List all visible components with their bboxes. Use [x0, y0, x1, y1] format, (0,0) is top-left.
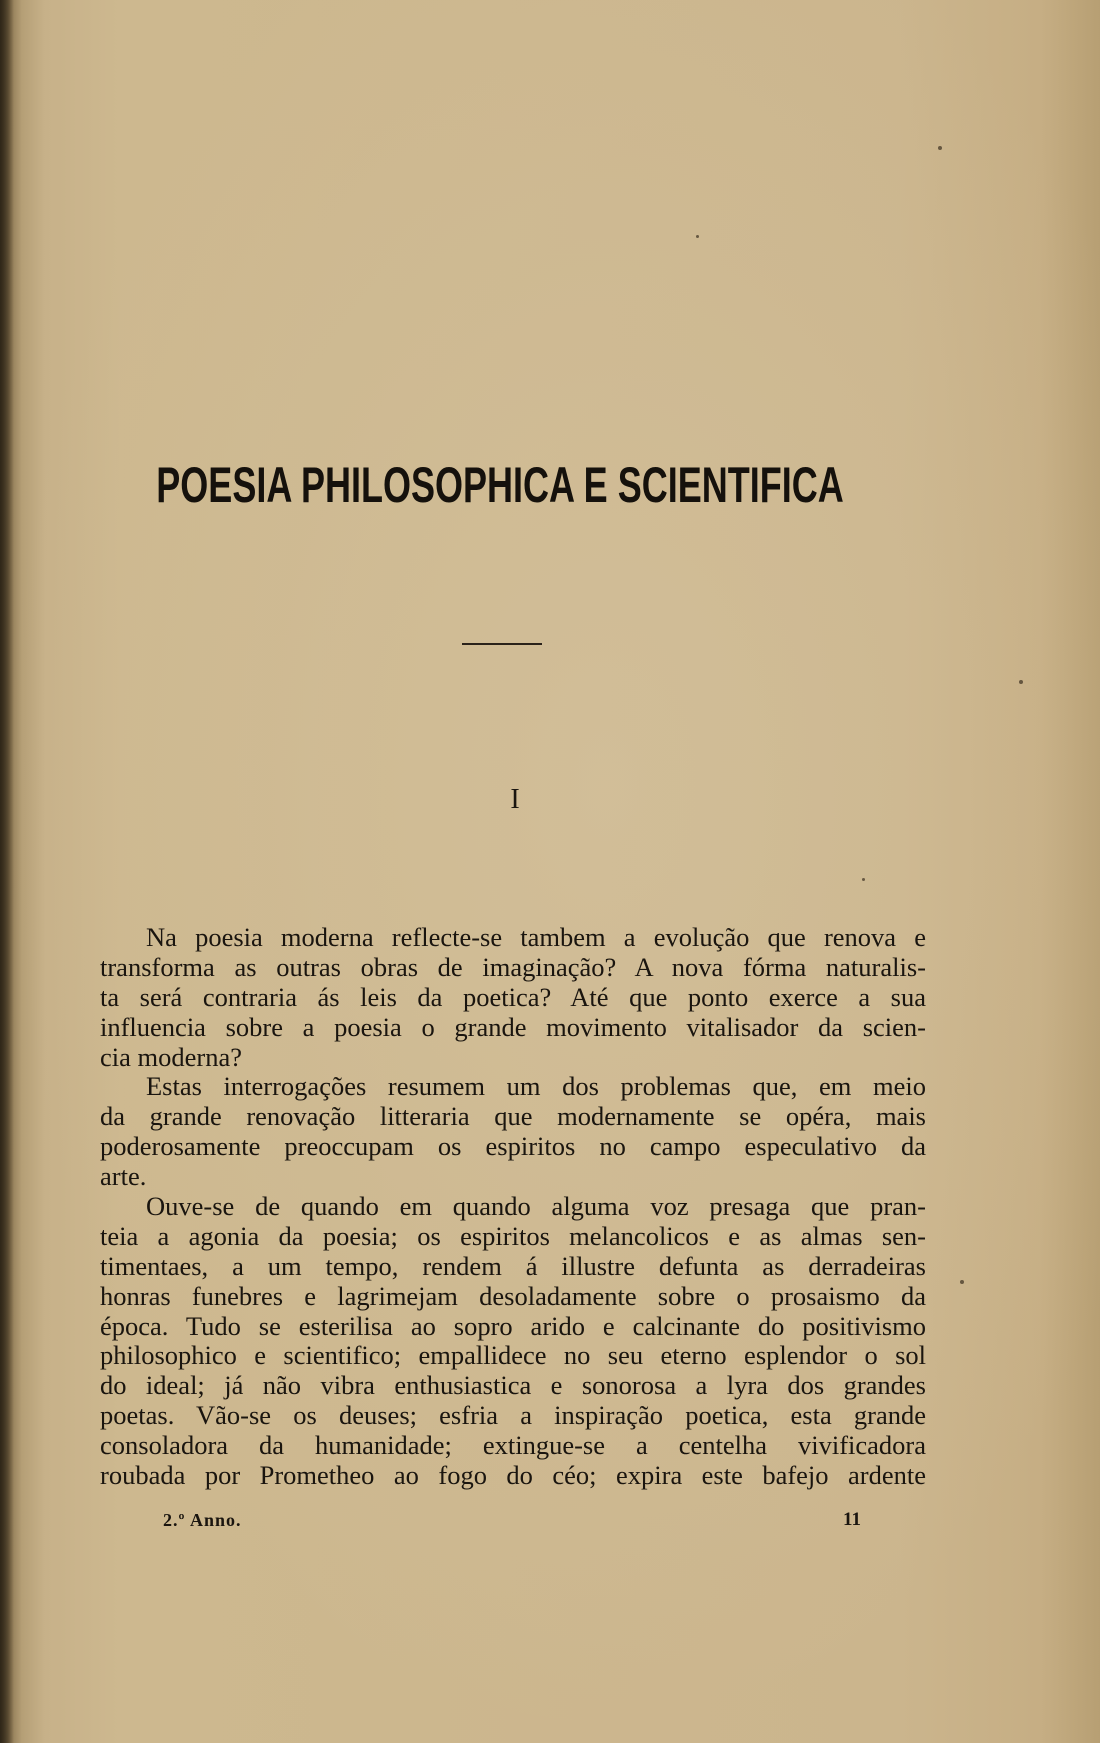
text-line: Ouve-se de quando em quando alguma voz presaga que pran- [146, 1191, 926, 1222]
text-line: cia moderna? [100, 1041, 242, 1072]
text-line: honras funebres e lagrimejam desoladamente sobre o prosaismo da [100, 1280, 926, 1311]
text-line: transforma as outras obras de imaginação? A nova fórma naturalis- [100, 951, 926, 982]
text-line: roubada por Prometheo ao fogo do céo; expira este bafejo ardente [100, 1460, 926, 1491]
text-line: influencia sobre a poesia o grande movimento vitalisador da scien- [100, 1011, 926, 1042]
text-line: Na poesia moderna reflecte-se tambem a evolução que renova e [146, 922, 926, 952]
text-line: teia a agonia da poesia; os espiritos melancolicos e as almas sen- [100, 1220, 926, 1251]
text-line: da grande renovação litteraria que modernamente se opéra, mais [100, 1101, 926, 1132]
article-title: POESIA PHILOSOPHICA E SCIENTIFICA [156, 457, 844, 513]
paper-speck [1019, 680, 1023, 684]
text-line: do ideal; já não vibra enthusiastica e sonorosa a lyra dos grandes [100, 1370, 926, 1401]
footer-volume: 2.º Anno. [163, 1510, 242, 1530]
section-numeral: I [510, 784, 520, 815]
paper-speck [696, 235, 699, 238]
text-line: philosophico e scientifico; empallidece no seu eterno esplendor o sol [100, 1340, 926, 1371]
body-text [100, 923, 926, 1491]
title-rule-divider [462, 643, 542, 645]
paper-speck [960, 1280, 964, 1284]
text-line: época. Tudo se esterilisa ao sopro arido e calcinante do positivismo [100, 1310, 926, 1341]
paper-speck [938, 146, 942, 150]
binding-edge-shadow [0, 0, 14, 1743]
paper-speck [862, 878, 865, 881]
text-line: Estas interrogações resumem um dos problemas que, em meio [146, 1071, 926, 1102]
text-line: consoladora da humanidade; extingue-se a centelha vivificadora [100, 1430, 926, 1461]
text-line: timentaes, a um tempo, rendem á illustre defunta as derradeiras [100, 1250, 926, 1281]
footer-page-number: 11 [843, 1509, 861, 1530]
text-line: arte. [100, 1161, 147, 1192]
text-line: poetas. Vão-se os deuses; esfria a inspiração poetica, esta grande [100, 1400, 926, 1431]
text-line: poderosamente preoccupam os espiritos no campo especulativo da [100, 1131, 926, 1162]
text-line: ta será contraria ás leis da poetica? Até que ponto exerce a sua [100, 981, 926, 1012]
